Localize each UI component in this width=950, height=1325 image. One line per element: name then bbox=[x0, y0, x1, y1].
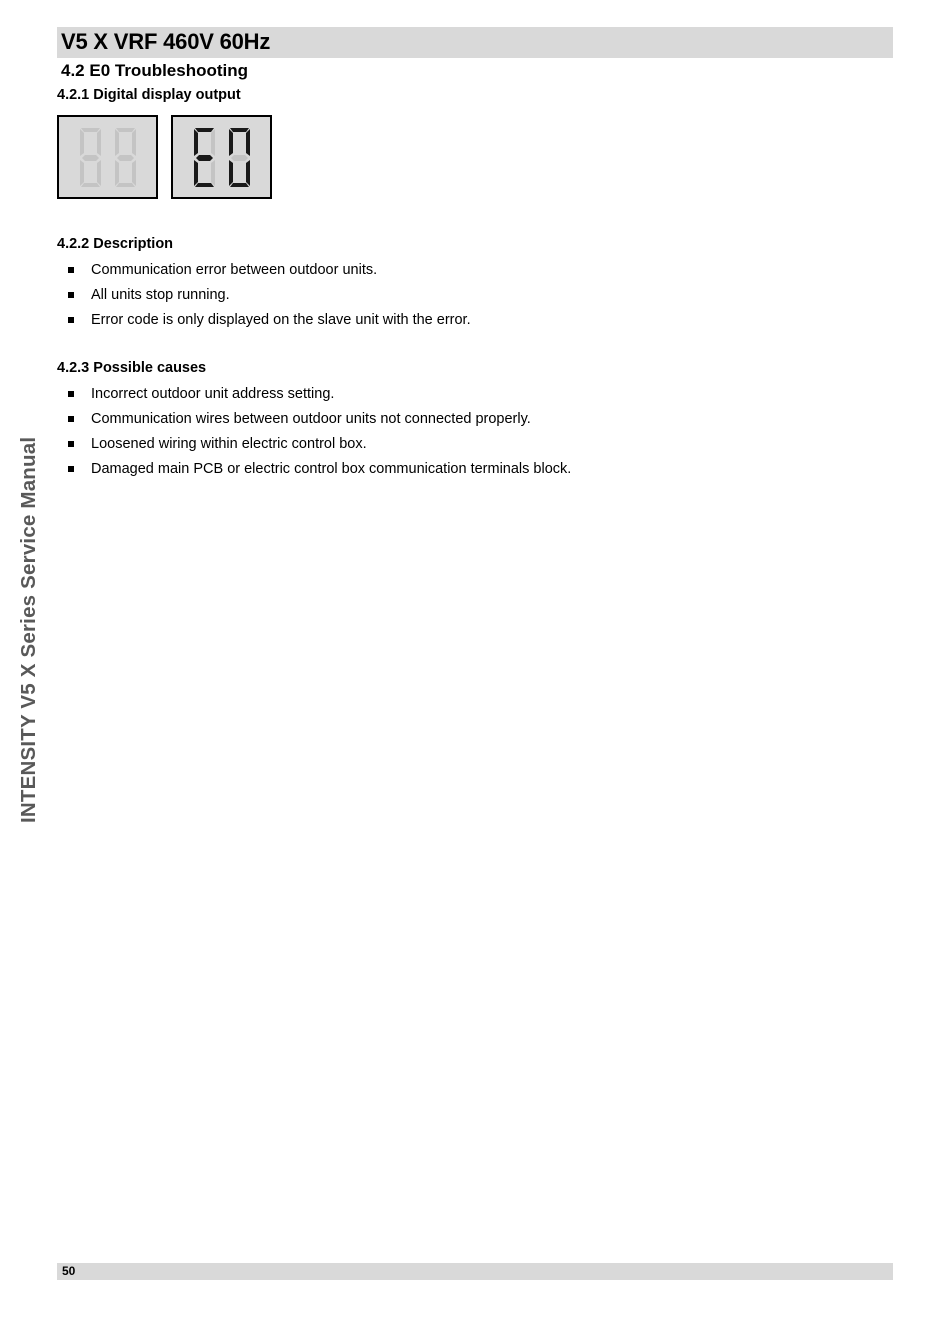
bullet-square-icon bbox=[68, 292, 74, 298]
list-item-text: All units stop running. bbox=[91, 287, 230, 303]
list-item-text: Error code is only displayed on the slave unit with the error. bbox=[91, 312, 471, 328]
seven-segment-digits-off bbox=[59, 117, 156, 197]
bullet-square-icon bbox=[68, 441, 74, 447]
bullet-square-icon bbox=[68, 466, 74, 472]
list-item bbox=[57, 382, 571, 407]
manual-side-label: INTENSITY V5 X Series Service Manual bbox=[17, 436, 40, 823]
section-title: 4.2 E0 Troubleshooting bbox=[61, 61, 249, 80]
description-list bbox=[57, 258, 471, 333]
display-right-digit-e bbox=[194, 128, 215, 187]
document-title: V5 X VRF 460V 60Hz bbox=[61, 29, 271, 54]
display-output-heading: 4.2.1 Digital display output bbox=[57, 87, 241, 103]
header-bar bbox=[57, 27, 893, 58]
possible-causes-heading: 4.2.3 Possible causes bbox=[57, 360, 207, 376]
digital-display-left bbox=[57, 115, 158, 199]
list-item-text: Damaged main PCB or electric control box communication terminals block. bbox=[91, 461, 572, 477]
list-item bbox=[57, 283, 471, 308]
footer-bar bbox=[57, 1263, 893, 1280]
list-item-text: Loosened wiring within electric control box. bbox=[91, 436, 367, 452]
bullet-square-icon bbox=[68, 267, 74, 273]
list-item-text: Incorrect outdoor unit address setting. bbox=[91, 386, 335, 402]
bullet-square-icon bbox=[68, 317, 74, 323]
list-item-text: Communication wires between outdoor units not connected properly. bbox=[91, 411, 531, 427]
list-item bbox=[57, 457, 571, 482]
possible-causes-list bbox=[57, 382, 571, 482]
display-right-digit-0 bbox=[229, 128, 250, 187]
display-left-digit-2 bbox=[115, 128, 136, 187]
description-heading: 4.2.2 Description bbox=[57, 236, 174, 252]
seven-segment-digits-e0 bbox=[173, 117, 270, 197]
bullet-square-icon bbox=[68, 391, 74, 397]
page-number: 50 bbox=[62, 1264, 76, 1278]
display-left-digit-1 bbox=[80, 128, 101, 187]
bullet-square-icon bbox=[68, 416, 74, 422]
list-item-text: Communication error between outdoor units. bbox=[91, 262, 378, 278]
list-item bbox=[57, 432, 571, 457]
digital-display-right bbox=[171, 115, 272, 199]
list-item bbox=[57, 308, 471, 333]
list-item bbox=[57, 407, 571, 432]
list-item bbox=[57, 258, 471, 283]
